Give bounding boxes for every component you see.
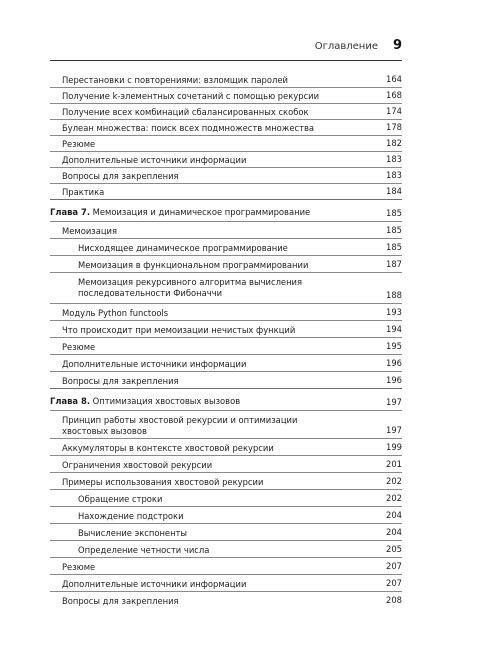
toc-entry[interactable] bbox=[50, 168, 402, 184]
toc-subentry[interactable] bbox=[50, 256, 402, 273]
toc-entry-page: 208 bbox=[386, 595, 402, 605]
toc-entry-title: Вычисление экспоненты bbox=[78, 528, 188, 538]
toc-entry-page: 201 bbox=[386, 459, 402, 469]
toc-entry[interactable] bbox=[50, 152, 402, 168]
toc-entry-title: Принцип работы хвостовой рекурсии и оптимизации bbox=[62, 415, 298, 425]
toc-entry-title: Мемоизация рекурсивного алгоритма вычисления bbox=[78, 277, 303, 287]
toc-entry-page: 194 bbox=[386, 324, 402, 334]
toc-entry-page: 168 bbox=[386, 90, 402, 100]
toc-entry-title: Обращение строки bbox=[78, 494, 163, 504]
chapter-heading[interactable] bbox=[50, 389, 402, 411]
toc-entry-title: Мемоизация в функциональном программировании bbox=[78, 260, 309, 270]
chapter-page: 185 bbox=[386, 208, 402, 218]
toc-entry[interactable] bbox=[50, 88, 402, 104]
toc-chapter-7 bbox=[50, 200, 402, 389]
toc-subentry[interactable] bbox=[50, 273, 402, 304]
toc-entry-title: Булеан множества: поиск всех подмножеств множества bbox=[62, 123, 315, 133]
chapter-page: 197 bbox=[386, 397, 402, 407]
toc-entry-title: Получение k-элементных сочетаний с помощью рекурсии bbox=[62, 91, 320, 101]
toc-entry-page: 196 bbox=[386, 358, 402, 368]
toc-entry-title: Вопросы для закрепления bbox=[62, 376, 179, 386]
toc-entry[interactable] bbox=[50, 136, 402, 152]
toc-entry-page: 199 bbox=[386, 442, 402, 452]
toc-entry-page: 202 bbox=[386, 493, 402, 503]
chapter-label: Глава 7. bbox=[50, 207, 90, 217]
toc-entry-page: 188 bbox=[386, 290, 402, 300]
toc-entry-page: 183 bbox=[386, 170, 402, 180]
toc-entry-title: Примеры использования хвостовой рекурсии bbox=[62, 477, 264, 487]
toc-subentry[interactable] bbox=[50, 239, 402, 256]
toc-entry-title: Дополнительные источники информации bbox=[62, 359, 247, 369]
toc-entry-title: Определение четности числа bbox=[78, 545, 210, 555]
toc-entry[interactable] bbox=[50, 120, 402, 136]
toc-entry-page: 197 bbox=[386, 425, 402, 435]
table-of-contents bbox=[50, 70, 402, 608]
toc-entry-page: 184 bbox=[386, 186, 402, 196]
toc-subentry[interactable] bbox=[50, 524, 402, 541]
toc-entry-title: Аккумуляторы в контексте хвостовой рекурсии bbox=[62, 443, 274, 453]
toc-entry-page: 204 bbox=[386, 510, 402, 520]
toc-entry-page: 193 bbox=[386, 307, 402, 317]
toc-entry-title: Что происходит при мемоизации нечистых функций bbox=[62, 325, 296, 335]
toc-entry-title: Резюме bbox=[62, 562, 96, 572]
toc-entry-title: Практика bbox=[62, 187, 105, 197]
toc-entry-title: Резюме bbox=[62, 139, 96, 149]
toc-subentry[interactable] bbox=[50, 490, 402, 507]
chapter-title: Мемоизация и динамическое программирование bbox=[92, 207, 311, 217]
toc-group-previous-chapter bbox=[50, 70, 402, 200]
toc-entry[interactable] bbox=[50, 473, 402, 490]
chapter-heading-text bbox=[50, 389, 402, 407]
chapter-heading[interactable] bbox=[50, 200, 402, 222]
toc-entry-title: Дополнительные источники информации bbox=[62, 579, 247, 589]
toc-entry-title: Резюме bbox=[62, 342, 96, 352]
toc-entry[interactable] bbox=[50, 592, 402, 608]
toc-entry[interactable] bbox=[50, 304, 402, 321]
page-number: 9 bbox=[392, 38, 402, 53]
toc-subentry[interactable] bbox=[50, 541, 402, 558]
toc-entry-page: 185 bbox=[386, 242, 402, 252]
toc-entry[interactable] bbox=[50, 575, 402, 592]
toc-entry-page: 202 bbox=[386, 476, 402, 486]
toc-entry-title-continued: последовательности Фибоначчи bbox=[78, 288, 223, 298]
toc-entry-title: Нахождение подстроки bbox=[78, 511, 184, 521]
running-header bbox=[0, 38, 402, 56]
toc-entry-page: 196 bbox=[386, 375, 402, 385]
toc-entry-page: 178 bbox=[386, 122, 402, 132]
toc-entry[interactable] bbox=[50, 321, 402, 338]
toc-entry[interactable] bbox=[50, 104, 402, 120]
toc-entry-page: 204 bbox=[386, 527, 402, 537]
toc-entry-page: 207 bbox=[386, 578, 402, 588]
toc-entry-page: 207 bbox=[386, 561, 402, 571]
toc-entry-title: Вопросы для закрепления bbox=[62, 596, 179, 606]
toc-entry[interactable] bbox=[50, 558, 402, 575]
toc-entry-title-continued: хвостовых вызовов bbox=[62, 426, 147, 436]
toc-entry[interactable] bbox=[50, 338, 402, 355]
toc-entry-title: Вопросы для закрепления bbox=[62, 171, 179, 181]
toc-subentry[interactable] bbox=[50, 507, 402, 524]
toc-entry[interactable] bbox=[50, 184, 402, 199]
toc-entry-title: Нисходящее динамическое программирование bbox=[78, 243, 288, 253]
toc-entry-page: 185 bbox=[386, 225, 402, 235]
header-rule bbox=[50, 60, 402, 61]
chapter-heading-text bbox=[50, 200, 402, 218]
toc-entry[interactable] bbox=[50, 439, 402, 456]
toc-entry-title: Дополнительные источники информации bbox=[62, 155, 247, 165]
toc-entry[interactable] bbox=[50, 372, 402, 388]
toc-entry[interactable] bbox=[50, 355, 402, 372]
toc-entry-title: Мемоизация bbox=[62, 226, 118, 236]
toc-entry[interactable] bbox=[50, 70, 402, 88]
toc-entry-page: 183 bbox=[386, 154, 402, 164]
toc-entry-page: 174 bbox=[386, 106, 402, 116]
toc-chapter-8 bbox=[50, 389, 402, 608]
chapter-label: Глава 8. bbox=[50, 396, 90, 406]
toc-entry-page: 164 bbox=[386, 74, 402, 84]
toc-entry-page: 182 bbox=[386, 138, 402, 148]
toc-entry[interactable] bbox=[50, 456, 402, 473]
section-title: Оглавление bbox=[314, 41, 378, 52]
toc-entry-page: 205 bbox=[386, 544, 402, 554]
toc-entry-title: Перестановки с повторениями: взломщик паролей bbox=[62, 75, 288, 85]
toc-entry[interactable] bbox=[50, 411, 402, 439]
chapter-title: Оптимизация хвостовых вызовов bbox=[92, 396, 241, 406]
toc-entry[interactable] bbox=[50, 222, 402, 239]
toc-entry-page: 187 bbox=[386, 259, 402, 269]
toc-entry-title: Модуль Python functools bbox=[62, 308, 169, 318]
toc-entry-page: 195 bbox=[386, 341, 402, 351]
toc-entry-title: Получение всех комбинаций сбалансированных скобок bbox=[62, 107, 309, 117]
toc-entry-title: Ограничения хвостовой рекурсии bbox=[62, 460, 213, 470]
